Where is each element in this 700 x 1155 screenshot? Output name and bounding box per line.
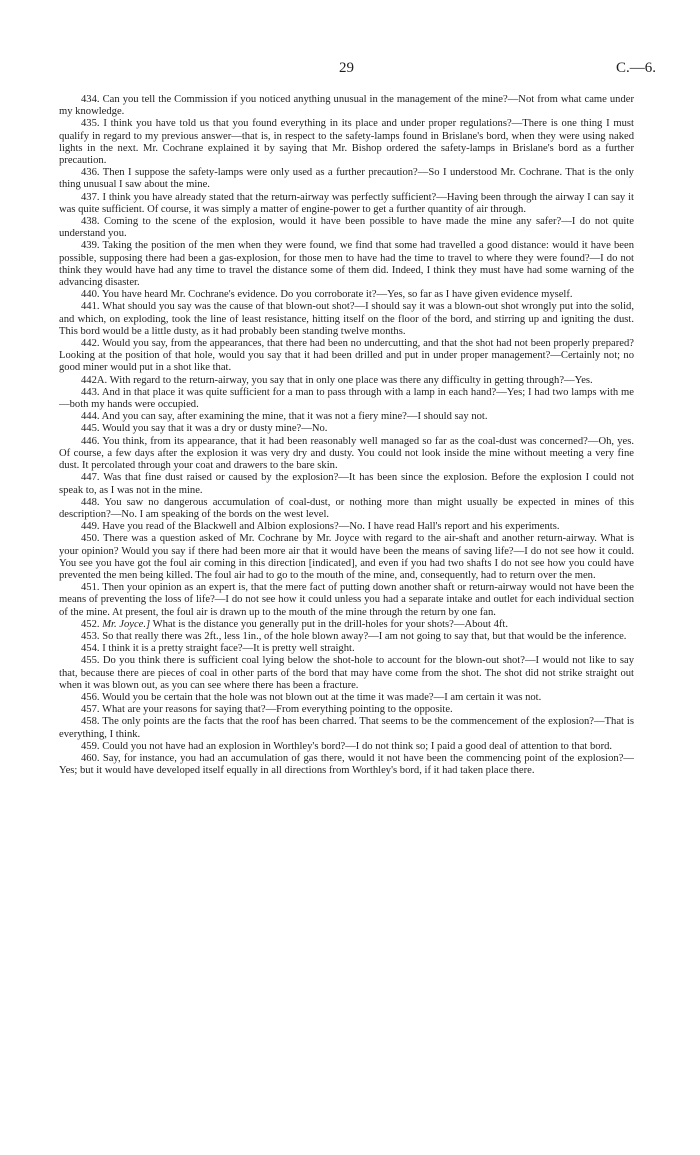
question-number: 449. [81, 521, 100, 533]
question-paragraph [59, 375, 634, 387]
question-paragraph [59, 118, 634, 167]
question-answer-text: Can you tell the Commission if you noticed anything unusual in the management of the mine?—Not from what came under my knowledge. [59, 94, 634, 118]
question-answer-text: You have heard Mr. Cochrane's evidence. Do you corroborate it?—Yes, so far as I have given evidence myself. [101, 289, 573, 301]
question-answer-text: With regard to the return-airway, you say that in only one place was there any difficulty in getting through?—Yes. [109, 374, 593, 386]
question-number: 434. [81, 94, 100, 105]
question-number: 456. [81, 691, 100, 703]
question-paragraph [59, 631, 634, 643]
question-answer-text: What is the distance you generally put in the drill-holes for your shots?—About 4ft. [152, 618, 509, 630]
question-answer-text: And you can say, after examining the mine, that it was not a fiery mine?—I should say not. [101, 411, 488, 423]
question-paragraph [59, 301, 634, 338]
question-number: 447. [81, 472, 100, 484]
question-paragraph [59, 423, 634, 435]
question-paragraph [59, 387, 634, 411]
question-answer-text: Then your opinion as an expert is, that the mere fact of putting down another shaft or return-airway would not have been the means of preventing the loss of life?—I do not see how it could unless you had a separate intake and outlet for each individual section of the mine. At present, the foul air is drawn up to the mouth of the mine through the return by one fan. [59, 582, 634, 618]
question-paragraph [59, 704, 634, 716]
question-number: 445. [81, 423, 100, 435]
question-answer-text: Do you think there is sufficient coal lying below the shot-hole to account for the blown-out shot?—I would not like to say that, because there are pieces of coal in other parts of the bord that may have come from the shot. The shot did not strike straight out when it was blown out, as you can see where there has been a fracture. [59, 655, 634, 691]
question-paragraph [59, 167, 634, 191]
question-number: 448. [81, 496, 100, 508]
question-paragraph [59, 192, 634, 216]
question-number: 458. [81, 716, 100, 728]
page-number: 29 [339, 60, 354, 76]
question-paragraph [59, 289, 634, 301]
question-answer-text: And in that place it was quite sufficient for a man to pass through with a lamp in each hand?—Yes; I had two lamps with me—both my hands were occupied. [59, 386, 634, 411]
speaker-attribution: Mr. Joyce.] [102, 618, 151, 630]
question-paragraph [59, 741, 634, 753]
question-number: 450. [81, 533, 100, 545]
question-paragraph [59, 216, 634, 240]
question-answer-text: Could you not have had an explosion in Worthley's bord?—I do not think so; I paid a good deal of attention to that bord. [102, 740, 613, 752]
question-answer-text: Was that fine dust raised or caused by the explosion?—It has been since the explosion. Before the explosion I could not speak to, as I was not in the mine. [59, 472, 634, 496]
question-number: 443. [81, 386, 100, 398]
question-number: 453. [81, 630, 100, 642]
question-answer-text: I think you have already stated that the return-airway was perfectly sufficient?—Having been through the airway I can say it was quite sufficient. Of course, it was simply a matter of engine-power to get a further quantity of air through. [59, 191, 634, 215]
question-paragraph [59, 497, 634, 521]
question-paragraph [59, 643, 634, 655]
question-answer-text: So that really there was 2ft., less 1in., of the hole blown away?—I am not going to say that, but that would be the inference. [102, 630, 627, 642]
question-number: 437. [81, 191, 100, 203]
question-answer-text: Would you say that it was a dry or dusty mine?—No. [102, 423, 328, 435]
question-paragraph [59, 411, 634, 423]
question-number: 457. [81, 704, 100, 716]
question-number: 444. [81, 411, 100, 423]
question-paragraph [59, 582, 634, 619]
question-paragraph [59, 692, 634, 704]
question-number: 442. [81, 338, 100, 350]
question-paragraph [59, 521, 634, 533]
question-answer-text: You saw no dangerous accumulation of coal-dust, or nothing more than might usually be expected in mines of this description?—No. I am speaking of the bords on the west level. [59, 496, 634, 520]
question-answer-text: What should you say was the cause of that blown-out shot?—I should say it was a blown-out shot wrongly put into the solid, and which, on exploding, took the line of least resistance, hitting itself on the floor of the bord, and stirring up and igniting the dust. This bord would be a little dusty, as it had probably been standing twelve months. [59, 301, 634, 337]
question-number: 459. [81, 740, 100, 752]
page-header [0, 60, 700, 80]
question-number: 438. [81, 216, 100, 228]
question-paragraph [59, 655, 634, 692]
question-answer-text: The only points are the facts that the roof has been charred. That seems to be the commencement of the explosion?—That is everything, I think. [59, 716, 634, 740]
question-answer-text: Coming to the scene of the explosion, would it have been possible to have made the mine any safer?—I do not quite understand you. [59, 216, 634, 240]
question-number: 440. [81, 289, 100, 301]
question-number: 439. [81, 240, 100, 252]
question-answer-text: There was a question asked of Mr. Cochrane by Mr. Joyce with regard to the air-shaft and another return-airway. What is your opinion? Would you say if there had been more air that it would have been the means of saving life?—I do not see how it could. You see you have got the foul air coming in this direction [indicated], and even if you had two shafts I do not see how you could have prevented the men being killed. The foul air had to go to the mouth of the mine, and, consequently, had to return over the men. [59, 533, 634, 581]
question-number: 454. [81, 643, 100, 655]
question-paragraph [59, 240, 634, 289]
question-answer-text: What are your reasons for saying that?—From everything pointing to the opposite. [102, 704, 453, 716]
question-paragraph [59, 472, 634, 496]
testimony-body [59, 94, 634, 777]
question-answer-text: You think, from its appearance, that it had been reasonably well managed so far as the coal-dust was concerned?—Oh, yes. Of course, a few days after the explosion it was very dry and dusty. You could not look inside the mine without meeting a very fine dust. It percolated through your coat and drawers to the bare skin. [59, 435, 634, 472]
question-answer-text: I think you have told us that you found everything in its place and under proper regulations?—There is one thing I must qualify in regard to my previous answer—that is, in respect to the safety-lamps found in Brislane's bord, when they were using naked lights in the next. Mr. Cochrane explained it by saying that Mr. Bishop ordered the safety-lamps in Brislane's bord as a further precaution. [59, 118, 634, 167]
question-answer-text: Then I suppose the safety-lamps were only used as a further precaution?—So I understood Mr. Cochrane. That is the only thing unusual I saw about the mine. [59, 167, 634, 191]
question-number: 441. [81, 301, 100, 313]
question-number: 436. [81, 167, 100, 179]
document-code: C.—6. [615, 60, 656, 76]
question-paragraph [59, 436, 634, 473]
question-answer-text: Taking the position of the men when they were found, we find that some had travelled a good distance: would it have been possible, supposing there had been a gas-explosion, for those men to have had the time to travel to where they were found?—I do not think they would have had any time to travel the distance some of them did. Indeed, I think they must have had some warning of the advancing disaster. [59, 240, 634, 289]
question-answer-text: I think it is a pretty straight face?—It is pretty well straight. [102, 643, 355, 655]
question-paragraph [59, 619, 634, 631]
question-number: 460. [81, 752, 100, 764]
question-number: 446. [81, 435, 100, 447]
question-answer-text: Would you say, from the appearances, that there had been no undercutting, and that the shot had not been properly prepared? Looking at the position of that hole, would you say that it had been drilled and put in under proper management?—Certainly not; no good miner would put in a shot like that. [59, 338, 634, 374]
question-paragraph [59, 716, 634, 740]
question-paragraph [59, 94, 634, 118]
question-answer-text: Say, for instance, you had an accumulation of gas there, would it not have been the commencing point of the explosion?—Yes; but it would have developed itself equally in all directions from Worthley's bord, if it had taken place there. [59, 752, 634, 777]
question-number: 435. [81, 118, 100, 130]
question-paragraph [59, 533, 634, 582]
question-answer-text: Would you be certain that the hole was not blown out at the time it was made?—I am certain it was not. [102, 691, 542, 703]
question-number: 442A. [81, 374, 108, 386]
question-number: 455. [81, 655, 100, 667]
question-answer-text: Have you read of the Blackwell and Albion explosions?—No. I have read Hall's report and his experiments. [102, 521, 560, 533]
question-number: 452. [81, 618, 100, 630]
question-number: 451. [81, 582, 100, 594]
question-paragraph [59, 753, 634, 777]
question-paragraph [59, 338, 634, 375]
